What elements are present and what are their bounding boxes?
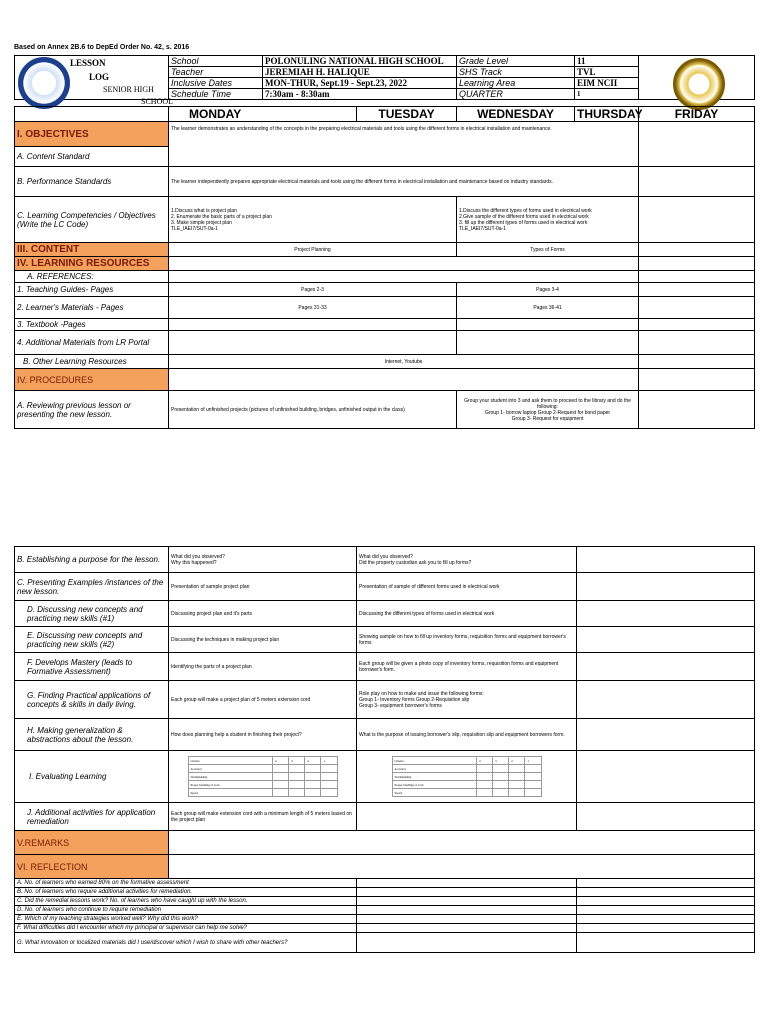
practical-wednesday: Role play on how to make and issue the following forms: Group 1- Inventory forms Group 2-Requisition slip Group 3- equipment borrower's forms [357,681,577,719]
reflection-item: D. No. of learners who continue to require remediation [15,906,357,915]
rubric-row: Speed [188,789,273,797]
section-remarks: V.REMARKS [15,831,169,855]
title-lesson: LESSON [70,58,106,68]
track-value: TVL [575,67,639,78]
rubric-row: Accuracy [392,765,477,773]
rubric-row: Workmanship [188,773,273,781]
teacher-label: Teacher [169,67,263,78]
reflection-item: G. What innovation or localized materials did I use/discover which I wish to share with other teachers? [15,933,357,953]
content-standard-label: A. Content Standard [15,147,169,167]
mastery-monday: Identifying the parts of a project plan [169,653,357,681]
discussing1-monday: Discussing project plan and it's parts [169,601,357,627]
references-label: A. REFERENCES: [15,271,169,283]
discussing2-monday: Discussing the techniques in making project plan [169,627,357,653]
reviewing-monday: Presentation of unfinished projects (pictures of unfinished building, bridges, unfinished output in the class) [169,391,457,429]
practical-monday: Each group will make a project plan of 5 meters extension cord [169,681,357,719]
additional-activities-label: J. Additional activities for application remediation [15,803,169,831]
section-resources: IV. LEARNING RESOURCES [15,257,169,271]
rubric-row: Accuracy [188,765,273,773]
reviewing-wednesday: Group your student into 3 and ask them to proceed to the library and do the following: Group 1- borrow laptop Group 2-Request for bond paper Group 3- Request for equipment [457,391,639,429]
rubric-row: Proper handling of tools [392,781,477,789]
generalization-label: H. Making generalization & abstractions about the lesson. [15,719,169,751]
presenting-label: C. Presenting Examples /instances of the new lesson. [15,573,169,601]
content-monday: Project Planning [169,243,457,257]
teacher-value: JEREMIAH H. HALIQUE [263,67,457,78]
generalization-monday: How does planning help a student in finishing their project? [169,719,357,751]
discussing2-label: E. Discussing new concepts and practicing new skills (#2) [15,627,169,653]
mastery-wednesday: Each group will be given a photo copy of inventory forms, requisition forms and equipment borrower's form. [357,653,577,681]
time-value: 7:30am - 8:30am [263,89,457,100]
practical-label: G. Finding Practical applications of concepts & skills in daily living. [15,681,169,719]
rubric-row: Workmanship [392,773,477,781]
rubric-col: 4 [273,757,289,765]
school-label: School [169,56,263,67]
other-resources-value: Internet, Youtube [169,355,639,369]
track-label: SHS Track [457,67,575,78]
dates-value: MON-THUR, Sept.19 - Sept.23, 2022 [263,78,457,89]
page2-table [14,546,755,953]
rubric-criteria: Criteria [392,757,477,765]
evaluating-monday [169,751,357,803]
reflection-item: A. No. of learners who earned 80% on the formative assessment [15,879,357,888]
page1-table [14,106,755,429]
school-value: POLONULING NATIONAL HIGH SCHOOL [263,56,457,67]
purpose-wednesday: What did you observed? Did the property custodian ask you to fill up forms? [357,547,577,573]
reflection-item: E. Which of my teaching strategies worked well? Why did this work? [15,915,357,924]
rubric-col: 1 [525,757,541,765]
content-standard-text: The learner demonstrates an understanding of the concepts in the preparing electrical materials and tools using the different forms in electrical installation and maintenance. [169,122,639,167]
purpose-label: B. Establishing a purpose for the lesson. [15,547,169,573]
day-tuesday: TUESDAY [357,107,457,122]
grade-value: 11 [575,56,639,67]
additional-activities-monday: Each group will make extension cord with a minimum length of 5 meters based on the project plan [169,803,357,831]
rubric-col: 4 [477,757,493,765]
performance-standards-text: The learner independently prepares appropriate electrical materials and tools using the different forms in electrical installation and maintenance based on industry standards. [169,167,639,197]
rubric-col: 3 [289,757,305,765]
title-block [15,56,174,106]
generalization-wednesday: What is the purpose of issuing borrower's slip, requisition slip and equipment borrowers form. [357,719,577,751]
section-procedures: IV. PROCEDURES [15,369,169,391]
presenting-wednesday: Presentation of sample of different forms used in electrical work [357,573,577,601]
day-thursday: THURSDAY [575,107,639,122]
section-reflection: VI. REFLECTION [15,855,169,879]
day-wednesday: WEDNESDAY [457,107,575,122]
section-objectives: I. OBJECTIVES [15,122,169,147]
discussing1-wednesday: Discussing the different types of forms used in electrical work [357,601,577,627]
rubric-col: 1 [321,757,337,765]
grade-label: Grade Level [457,56,575,67]
evaluating-label: I. Evaluating Learning [15,751,169,803]
mastery-label: F. Develops Mastery (leads to Formative Assessment) [15,653,169,681]
teaching-guides-monday: Pages 2-3 [169,283,457,297]
teaching-guides-wednesday: Pages 3-4 [457,283,639,297]
competencies-label: C. Learning Competencies / Objectives (Write the LC Code) [15,197,169,243]
content-wednesday: Types of Forms [457,243,639,257]
learners-materials-monday: Pages 31-33 [169,297,457,319]
day-monday: MONDAY [169,107,357,122]
rubric-row: Proper handling of tools [188,781,273,789]
competencies-monday: 1.Discuss what is project plan 2. Enumerate the basic parts of a project plan 3. Make simple project plan TLE_IAEI7/SUT-0a-1 [169,197,457,243]
title-log: LOG [89,72,110,82]
discussing2-wednesday: Showing sample on how to fill up inventory forms, requisition forms and equipment borrower's forms [357,627,577,653]
performance-standards-label: B. Performance Standards [15,167,169,197]
presenting-monday: Presentation of sample project plan [169,573,357,601]
reflection-item: C. Did the remedial lessons work? No. of learners who have caught up with the lesson. [15,897,357,906]
rubric-table-monday [188,756,338,797]
top-note: Based on Annex 2B.6 to DepEd Order No. 42, s. 2016 [14,44,190,51]
reflection-item: B. No. of learners who require additional activities for remediation. [15,888,357,897]
rubric-col: 2 [305,757,321,765]
rubric-criteria: Criteria [188,757,273,765]
title-school: SCHOOL [141,97,174,106]
title-senior-high: SENIOR HIGH [103,85,154,94]
quarter-label: QUARTER [457,89,575,100]
dates-label: Inclusive Dates [169,78,263,89]
school-seal-icon [673,58,725,110]
area-value: EIM NCII [575,78,639,89]
day-friday: FRIDAY [639,107,755,122]
evaluating-wednesday [357,751,577,803]
rubric-table-wednesday [392,756,542,797]
teaching-guides-label: 1. Teaching Guides- Pages [15,283,169,297]
time-label: Schedule Time [169,89,263,100]
discussing1-label: D. Discussing new concepts and practicing new skills (#1) [15,601,169,627]
learners-materials-label: 2. Learner's Materials - Pages [15,297,169,319]
purpose-monday: What did you observed? Why this happened? [169,547,357,573]
header-table [14,55,755,106]
additional-materials-label: 4. Additional Materials from LR Portal [15,331,169,355]
rubric-col: 2 [509,757,525,765]
reviewing-label: A. Reviewing previous lesson or presenting the new lesson. [15,391,169,429]
quarter-value: 1 [575,89,639,100]
other-resources-label: B. Other Learning Resources [15,355,169,369]
competencies-wednesday: 1.Discuss the different types of forms used in electrical work 2.Give sample of the different forms used in electrical work 3. fill up the different types of forms used in electrical work TLE_IAEI7/SUT-0a-1 [457,197,639,243]
school-logo-cell [639,56,755,100]
rubric-row: Speed [392,789,477,797]
section-content: III. CONTENT [15,243,169,257]
rubric-col: 3 [493,757,509,765]
textbook-label: 3. Textbook -Pages [15,319,169,331]
reflection-item: F. What difficulties did I encounter which my principal or supervisor can help me solve? [15,924,357,933]
deped-seal-icon [18,57,70,109]
area-label: Learning Area [457,78,575,89]
learners-materials-wednesday: Pages 36-41 [457,297,639,319]
